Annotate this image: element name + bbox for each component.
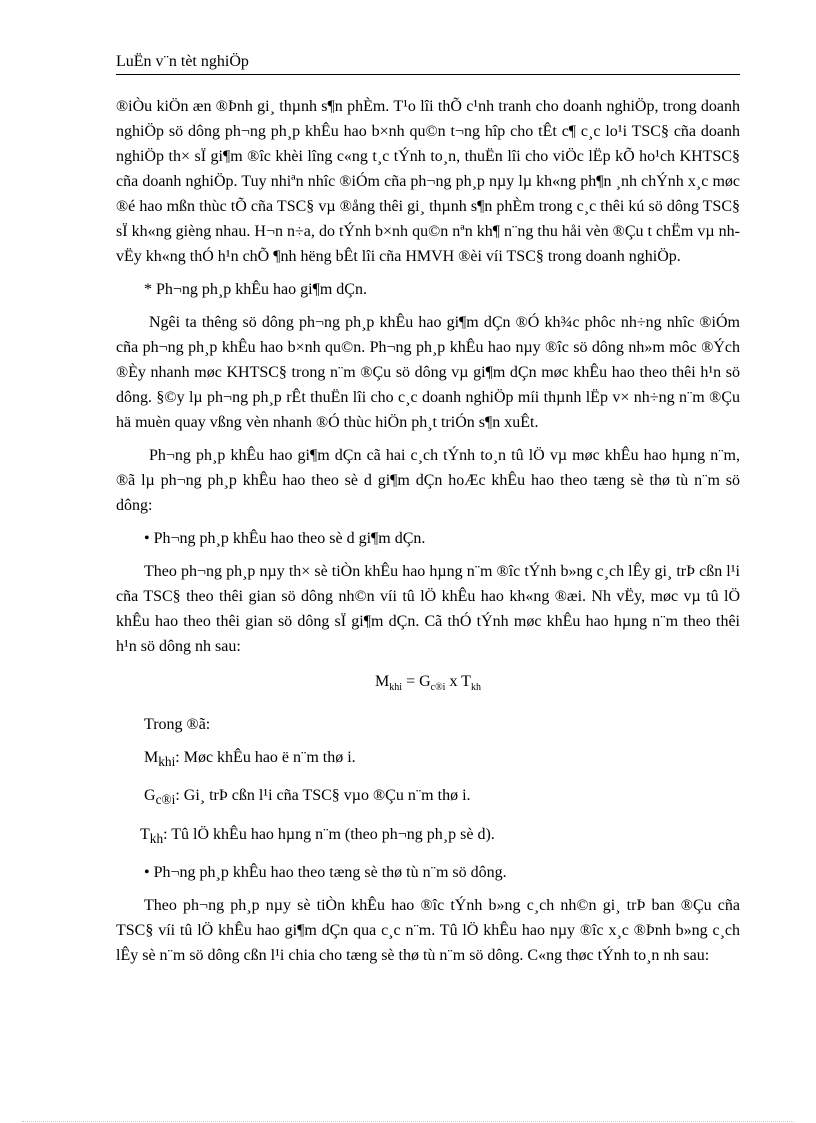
def-m-symbol: M bbox=[144, 749, 159, 767]
formula-lhs: M bbox=[375, 673, 390, 690]
def-m-sub: khi bbox=[158, 754, 176, 770]
paragraph-3: Ngêi ta thêng sö dông ph¬ng ph¸p khÊu hao gi¶m dÇn ®Ó kh¾c phôc nh÷ng nhîc ®iÓm cña ph¬ng ph¸p khÊu hao b×nh qu©n. Ph¬ng ph¸p khÊu hao nµy ®îc sö dông nh»m môc ®Ých ®Èy nhanh møc KHTSC§ trong n¨m ®Çu sö dông vµ gi¶m dÇn møc khÊu hao theo thêi h¹n sö dông. §©y lµ ph¬ng ph¸p rÊt thuËn lîi cho c¸c doanh nghiÖp míi thµnh lËp v× nh÷ng n¨m ®Çu hä muèn quay vßng vèn nhanh ®Ó thùc hiÖn ph¸t triÓn s¶n xuÊt. bbox=[116, 314, 740, 431]
bullet-sum-of-years: • Ph¬ng ph¸p khÊu hao theo tæng sè thø tù n¨m sö dông. bbox=[144, 863, 507, 881]
bullet-declining-balance: • Ph¬ng ph¸p khÊu hao theo sè d gi¶m dÇn. bbox=[144, 530, 426, 547]
page-header: LuËn v¨n tèt nghiÖp bbox=[116, 52, 740, 75]
formula-lhs-sub: khi bbox=[389, 682, 403, 694]
formula-mid: = G bbox=[402, 673, 431, 690]
definition-m bbox=[144, 745, 740, 774]
definition-t bbox=[140, 822, 740, 851]
def-t-sub: kh bbox=[149, 830, 164, 846]
def-t-text: : Tû lÖ khÊu hao hµng n¨m (theo ph¬ng ph¸p sè d). bbox=[163, 825, 495, 843]
paragraph-4: Ph¬ng ph¸p khÊu hao gi¶m dÇn cã hai c¸ch tÝnh to¸n tû lÖ vµ møc khÊu hao hµng n¨m, ®ã lµ ph¬ng ph¸p khÊu hao theo sè d gi¶m dÇn hoÆc khÊu hao theo tæng sè thø tù n¨m sö dông: bbox=[116, 447, 740, 514]
def-t-symbol: T bbox=[140, 825, 150, 843]
def-g-sub: c®i bbox=[155, 792, 176, 808]
def-g-text: : Gi¸ trÞ cßn l¹i cña TSC§ vµo ®Çu n¨m thø i. bbox=[175, 787, 471, 805]
paragraph-9: Theo ph¬ng ph¸p nµy sè tiÒn khÊu hao ®îc tÝnh b»ng c¸ch nh©n gi¸ trÞ ban ®Çu cña TSC§ víi tû lÖ khÊu hao gi¶m dÇn qua c¸c n¨m. Tû lÖ khÊu hao nµy ®îc x¸c ®Þnh b»ng c¸ch lÊy sè n¨m sö dông cßn l¹i chia cho tæng sè thø tù n¨m sö dông. C«ng thøc tÝnh to¸n nh sau: bbox=[116, 896, 740, 964]
formula bbox=[116, 669, 740, 700]
def-m-text: : Møc khÊu hao ë n¨m thø i. bbox=[175, 749, 356, 767]
formula-tail: x T bbox=[445, 673, 471, 690]
formula-mid-sub: c®i bbox=[430, 682, 446, 694]
def-g-symbol: G bbox=[144, 787, 156, 805]
heading-declining-method: * Ph¬ng ph¸p khÊu hao gi¶m dÇn. bbox=[144, 281, 367, 298]
definition-g bbox=[144, 783, 740, 812]
paragraph-where: Trong ®ã: bbox=[144, 716, 211, 734]
paragraph-1: ®iÒu kiÖn æn ®Þnh gi¸ thµnh s¶n phÈm. T¹o lîi thÕ c¹nh tranh cho doanh nghiÖp, trong doanh nghiÖp sö dông ph¬ng ph¸p khÊu hao b×nh qu©n t¬ng hîp cho tÊt c¶ c¸c lo¹i TSC§ cña doanh nghiÖp th× sÏ gi¶m ®îc khèi lîng c«ng t¸c tÝnh to¸n, thuËn lîi cho viÖc lËp kÕ ho¹ch KHTSC§ cña doanh nghiÖp. Tuy nhiªn nhîc ®iÓm cña ph¬ng ph¸p nµy lµ kh«ng ph¶n ¸nh chÝnh x¸c møc ®é hao mßn thùc tÕ cña TSC§ vµ ®ång thêi gi¸ thµnh s¶n phÈm trong c¸c thêi kú sö dông TSC§ sÏ kh«ng gièng nhau. H¬n n÷a, do tÝnh b×nh qu©n nªn kh¶ n¨ng thu håi vèn ®Çu t chËm vµ nh vËy kh«ng thÓ h¹n chÕ ¶nh hëng bÊt lîi cña HMVH ®èi víi TSC§ trong doanh nghiÖp. bbox=[116, 98, 740, 265]
formula-tail-sub: kh bbox=[470, 682, 481, 694]
document-body bbox=[116, 94, 740, 976]
page-bottom-divider bbox=[22, 1121, 794, 1122]
paragraph-6: Theo ph¬ng ph¸p nµy th× sè tiÒn khÊu hao hµng n¨m ®îc tÝnh b»ng c¸ch lÊy gi¸ trÞ cßn l¹i cña TSC§ theo thêi gian sö dông nh©n víi tû lÖ khÊu hao kh«ng ®æi. Nh vËy, møc vµ tû lÖ khÊu hao theo thêi gian sö dông sÏ gi¶m dÇn. Cã thÓ tÝnh møc khÊu hao hµng n¨m theo thêi h¹n sö dông nh sau: bbox=[116, 563, 740, 655]
